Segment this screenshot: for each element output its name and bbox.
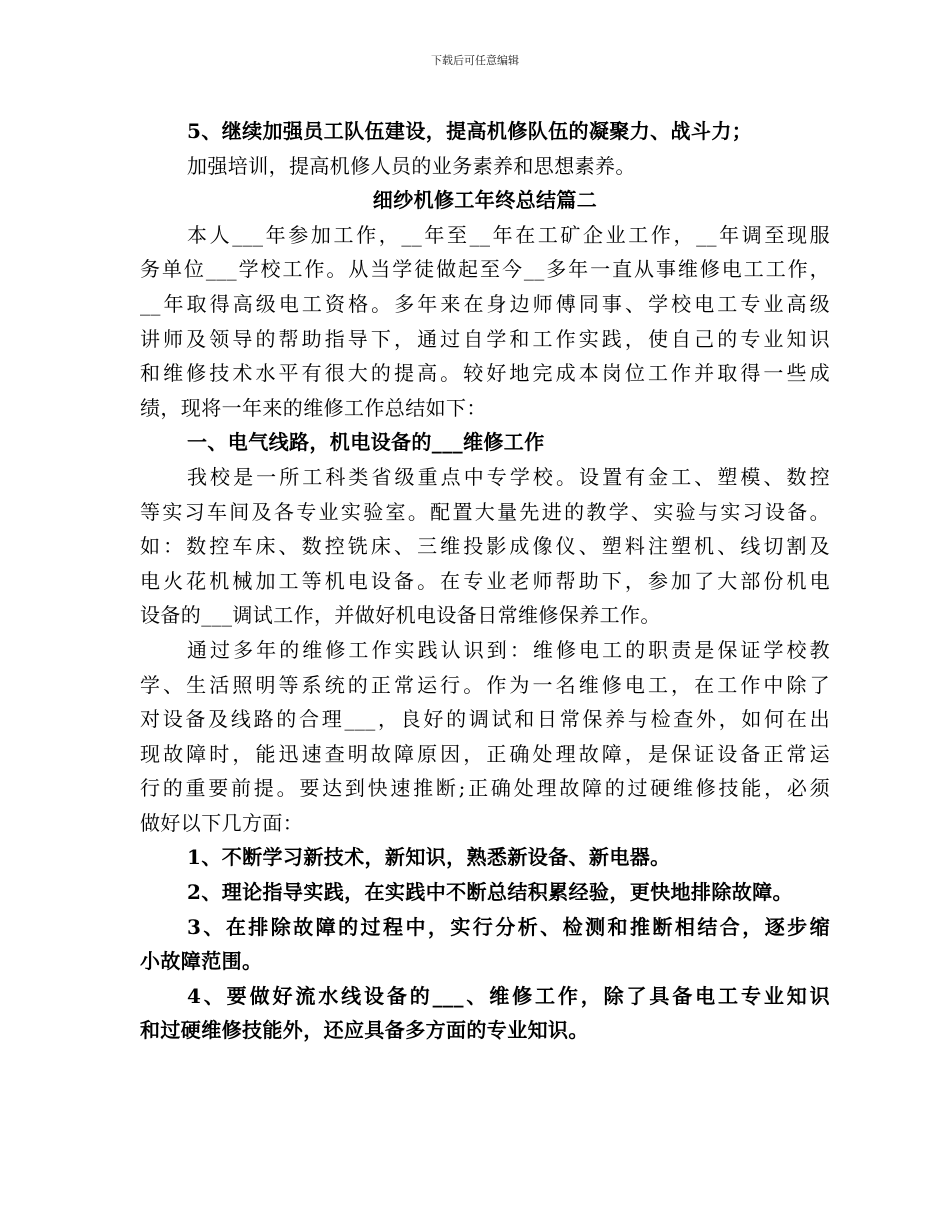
paragraph-line: 学、生活照明等系统的正常运行。作为一名维修电工，在工作中除了 [140, 672, 830, 697]
document-body [140, 114, 830, 1048]
paragraph-line: 讲师及领导的帮助指导下，通过自学和工作实践，使自己的专业知识 [140, 326, 830, 351]
paragraph-line: 我校是一所工科类省级重点中专学校。设置有金工、塑模、数控 [187, 464, 830, 489]
list-item-4: 4、要做好流水线设备的___、维修工作，除了具备电工专业知识 [187, 983, 830, 1008]
list-item-3-continuation: 小故障范围。 [140, 949, 263, 974]
paragraph-line: 和维修技术水平有很大的提高。较好地完成本岗位工作并取得一些成 [140, 361, 830, 386]
list-item-4-continuation: 和过硬维修技能外，还应具备多方面的专业知识。 [140, 1018, 589, 1043]
section-title: 细纱机修工年终总结篇二 [372, 188, 598, 213]
paragraph-line: 本人___年参加工作，__年至__年在工矿企业工作，__年调至现服 [187, 222, 830, 247]
paragraph-line: 等实习车间及各专业实验室。配置大量先进的教学、实验与实习设备。 [140, 499, 830, 524]
paragraph-line: 做好以下几方面： [140, 810, 304, 835]
paragraph-line: 通过多年的维修工作实践认识到：维修电工的职责是保证学校教 [187, 637, 830, 662]
paragraph-line: 设备的___调试工作，并做好机电设备日常维修保养工作。 [140, 603, 661, 628]
paragraph-line: __年取得高级电工资格。多年来在身边师傅同事、学校电工专业高级 [140, 291, 830, 316]
list-item-5: 5、继续加强员工队伍建设，提高机修队伍的凝聚力、战斗力； [187, 119, 753, 143]
paragraph-line: 电火花机械加工等机电设备。在专业老师帮助下，参加了大部份机电 [140, 568, 830, 593]
subheading: 一、电气线路，机电设备的___维修工作 [187, 430, 545, 455]
list-item-3: 3、在排除故障的过程中，实行分析、检测和推断相结合，逐步缩 [187, 914, 830, 939]
paragraph-line: 对设备及线路的合理___，良好的调试和日常保养与检查外，如何在出 [140, 707, 830, 732]
page-header: 下载后可任意编辑 [431, 54, 519, 67]
paragraph-line: 务单位___学校工作。从当学徒做起至今__多年一直从事维修电工工作， [140, 257, 830, 282]
paragraph-line: 绩，现将一年来的维修工作总结如下： [140, 395, 487, 420]
paragraph-line: 现故障时，能迅速查明故障原因，正确处理故障，是保证设备正常运 [140, 741, 830, 766]
list-item-1: 1、不断学习新技术，新知识，熟悉新设备、新电器。 [187, 845, 671, 870]
paragraph-line: 如：数控车床、数控铣床、三维投影成像仪、塑料注塑机、线切割及 [140, 534, 830, 559]
paragraph-line: 行的重要前提。要达到快速推断;正确处理故障的过硬维修技能，必须 [140, 776, 830, 801]
paragraph-line: 加强培训，提高机修人员的业务素养和思想素养。 [187, 153, 636, 178]
list-item-2: 2、理论指导实践，在实践中不断总结积累经验，更快地排除故障。 [187, 880, 793, 905]
